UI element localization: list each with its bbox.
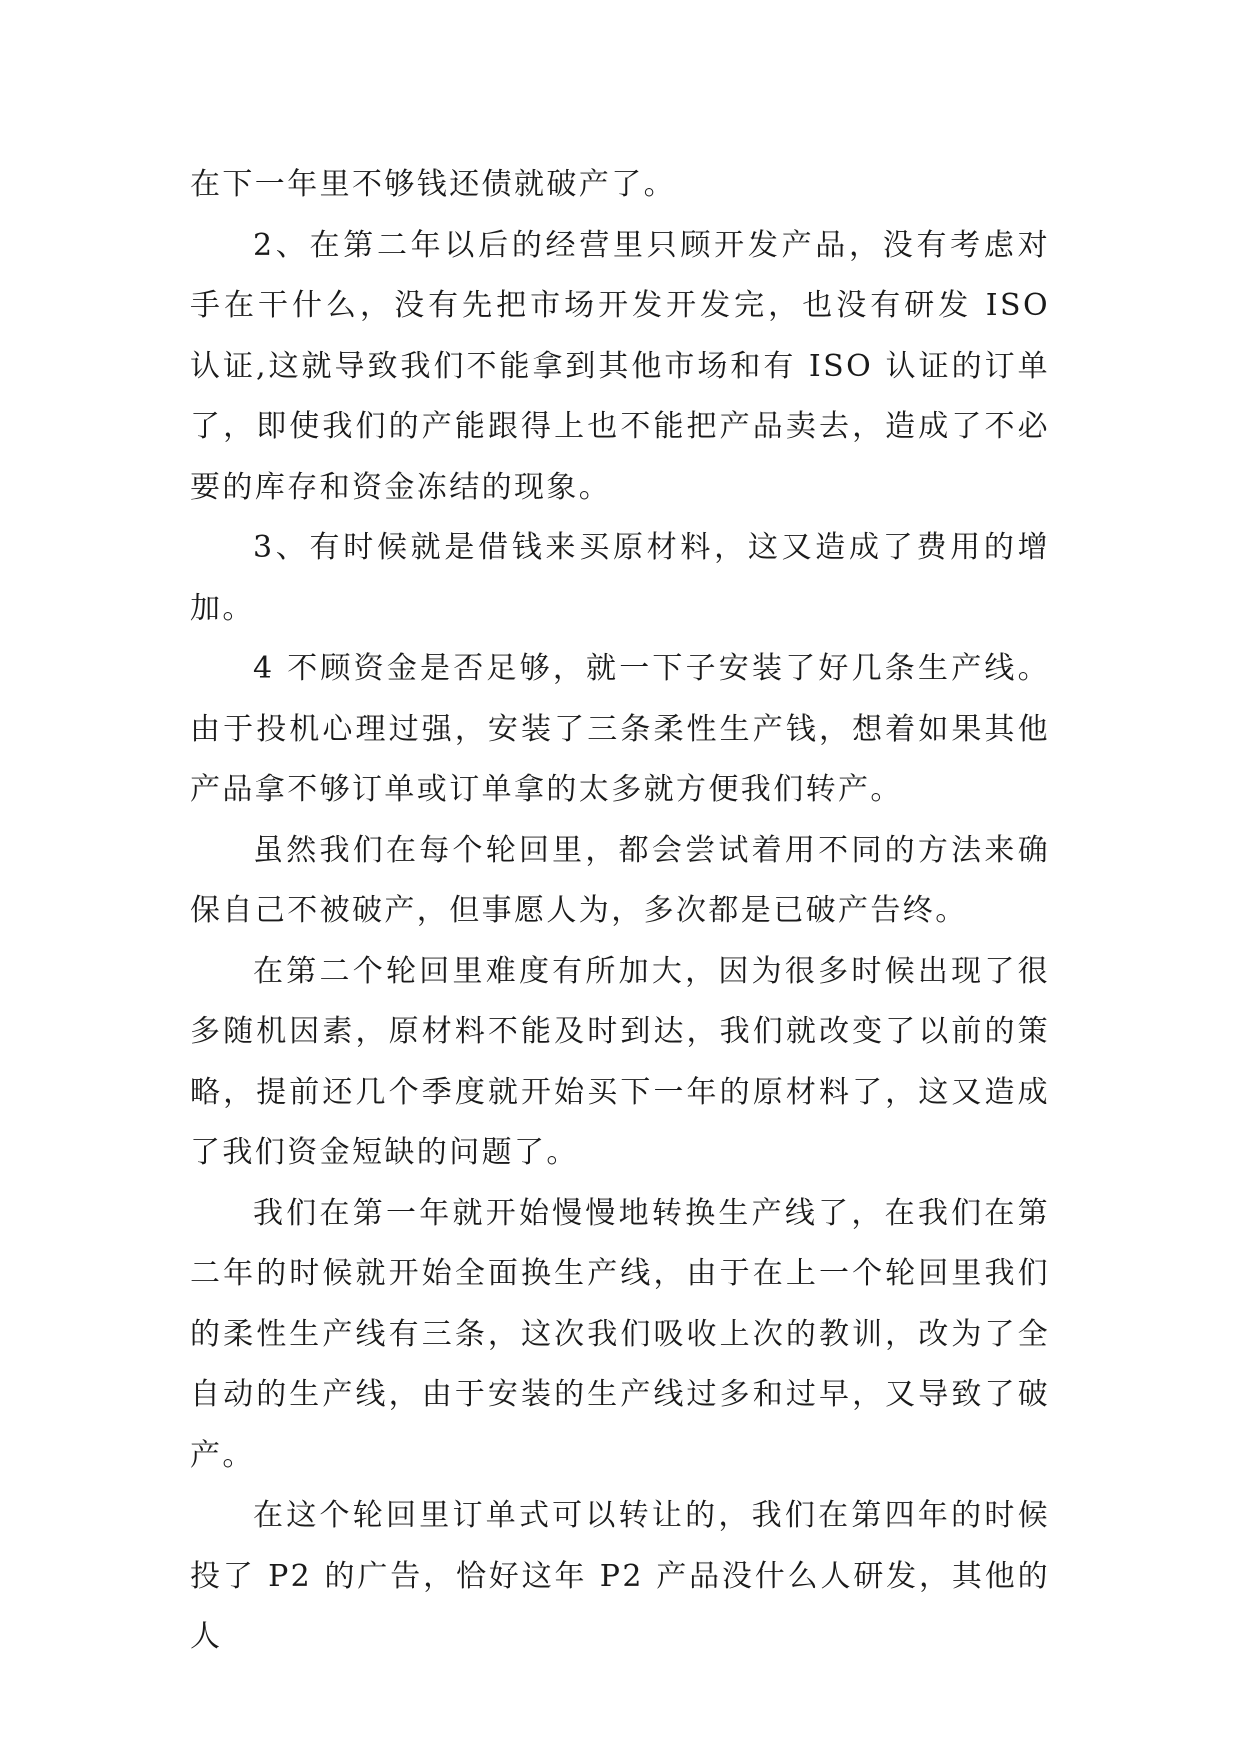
paragraph-3: 3、有时候就是借钱来买原材料，这又造成了费用的增加。 (190, 530, 1050, 626)
paragraph-8: 在这个轮回里订单式可以转让的，我们在第四年的时候投了 P2 的广告，恰好这年 P2 产品没什么人研发，其他的人 (190, 1498, 1050, 1654)
paragraph-7: 我们在第一年就开始慢慢地转换生产线了，在我们在第二年的时候就开始全面换生产线，由于在上一个轮回里我们的柔性生产线有三条，这次我们吸收上次的教训，改为了全自动的生产线，由于安装的生产线过多和过早，又导致了破产。 (190, 1195, 1050, 1473)
paragraph-4: 4 不顾资金是否足够，就一下子安装了好几条生产线。由于投机心理过强，安装了三条柔性生产钱，想着如果其他产品拿不够订单或订单拿的太多就方便我们转产。 (190, 651, 1050, 807)
paragraph-2: 2、在第二年以后的经营里只顾开发产品，没有考虑对手在干什么，没有先把市场开发开发完，也没有研发 ISO 认证,这就导致我们不能拿到其他市场和有 ISO 认证的订单了，即使我们的产能跟得上也不能把产品卖去，造成了不必要的库存和资金冻结的现象。 (190, 227, 1050, 505)
paragraph-1: 在下一年里不够钱还债就破产了。 (190, 167, 676, 202)
paragraph-6: 在第二个轮回里难度有所加大，因为很多时候出现了很多随机因素，原材料不能及时到达，我们就改变了以前的策略，提前还几个季度就开始买下一年的原材料了，这又造成了我们资金短缺的问题了。 (190, 953, 1050, 1170)
document-body (190, 155, 1050, 1668)
paragraph-5: 虽然我们在每个轮回里，都会尝试着用不同的方法来确保自己不被破产，但事愿人为，多次都是已破产告终。 (190, 832, 1050, 928)
